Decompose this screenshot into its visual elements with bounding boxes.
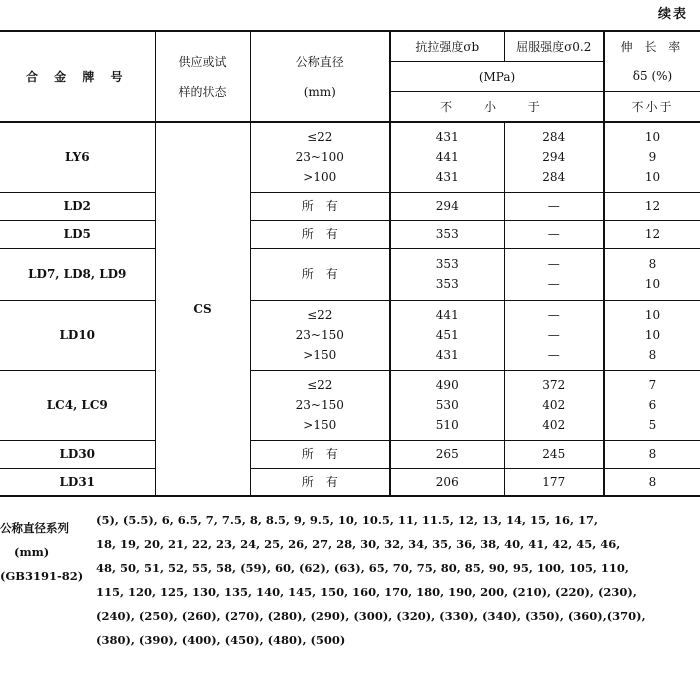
elongation-cell: 10 9 10 [604,122,700,192]
tensile-cell: 441 451 431 [390,300,504,370]
yield-cell: 284 294 284 [504,122,604,192]
yield-cell: — — [504,248,604,300]
nominal-diameter-series [0,498,700,676]
diameter-cell: 所 有 [250,248,390,300]
elongation-cell: 12 [604,220,700,248]
header-yield-strength: 屈服强度σ0.2 [504,31,604,62]
elongation-cell: 7 6 5 [604,370,700,440]
series-line: 115, 120, 125, 130, 135, 140, 145, 150, 160, 170, 180, 190, 200, (210), (220), (230), [96,585,637,599]
alloy-grade-cell: LD10 [0,300,155,370]
alloy-grade-cell: LC4, LC9 [0,370,155,440]
yield-cell: 372 402 402 [504,370,604,440]
header-nominal-diameter [250,31,390,122]
header-elongation: 伸 长 率 [604,31,700,62]
alloy-grade-cell: LD30 [0,440,155,468]
series-line: 18, 19, 20, 21, 22, 23, 24, 25, 26, 27, 28, 30, 32, 34, 35, 36, 38, 40, 41, 42, 45, 46, [96,537,621,551]
tensile-cell: 206 [390,468,504,496]
series-line: (240), (250), (260), (270), (280), (290), (300), (320), (330), (340), (350), (360),(370), [96,609,646,623]
header-elongation-not-less: 不小于 [604,92,700,123]
elongation-cell: 8 10 [604,248,700,300]
tensile-cell: 353 353 [390,248,504,300]
header-elongation-symbol: δ5 (%) [604,62,700,92]
series-label-standard: (GB3191-82) [0,569,84,583]
supply-state-cell: CS [155,122,250,496]
series-values [96,508,696,652]
alloy-grade-cell: LD5 [0,220,155,248]
series-line: (380), (390), (400), (450), (480), (500) [96,633,346,647]
header-alloy-grade: 合 金 牌 号 [0,31,155,122]
continued-label: 续表 [657,7,688,22]
diameter-cell: ≤22 23~100 >100 [250,122,390,192]
diameter-cell: 所 有 [250,468,390,496]
tensile-cell: 353 [390,220,504,248]
alloy-grade-cell: LD31 [0,468,155,496]
tensile-cell: 294 [390,192,504,220]
tensile-cell: 265 [390,440,504,468]
alloy-properties-table [0,30,700,497]
diameter-cell: 所 有 [250,220,390,248]
yield-cell: — — — [504,300,604,370]
tensile-cell: 490 530 510 [390,370,504,440]
header-supply-state-line2: 样的状态 [178,84,227,99]
header-not-less-than: 不 小 于 [390,92,604,123]
elongation-cell: 10 10 8 [604,300,700,370]
series-label-title: 公称直径系列 [0,521,69,535]
diameter-cell: 所 有 [250,192,390,220]
elongation-cell: 12 [604,192,700,220]
alloy-grade-cell: LY6 [0,122,155,192]
elongation-cell: 8 [604,468,700,496]
yield-cell: — [504,192,604,220]
series-line: 48, 50, 51, 52, 55, 58, (59), 60, (62), (63), 65, 70, 75, 80, 85, 90, 95, 100, 105, 110, [96,561,629,575]
header-supply-state-line1: 供应或试 [178,54,227,69]
yield-cell: 245 [504,440,604,468]
diameter-cell: ≤22 23~150 >150 [250,370,390,440]
series-line: (5), (5.5), 6, 6.5, 7, 7.5, 8, 8.5, 9, 9.5, 10, 10.5, 11, 11.5, 12, 13, 14, 15, 16, 17, [96,513,598,527]
alloy-grade-cell: LD7, LD8, LD9 [0,248,155,300]
yield-cell: 177 [504,468,604,496]
series-label [0,516,88,588]
header-supply-state [155,31,250,122]
header-strength-unit: (MPa) [390,62,604,92]
diameter-cell: 所 有 [250,440,390,468]
yield-cell: — [504,220,604,248]
header-nominal-diameter-label: 公称直径 [295,54,344,69]
diameter-cell: ≤22 23~150 >150 [250,300,390,370]
tensile-cell: 431 441 431 [390,122,504,192]
elongation-cell: 8 [604,440,700,468]
header-tensile-strength: 抗拉强度σb [390,31,504,62]
header-diameter-unit: (mm) [303,84,336,99]
alloy-grade-cell: LD2 [0,192,155,220]
series-label-unit: (mm) [14,545,50,559]
